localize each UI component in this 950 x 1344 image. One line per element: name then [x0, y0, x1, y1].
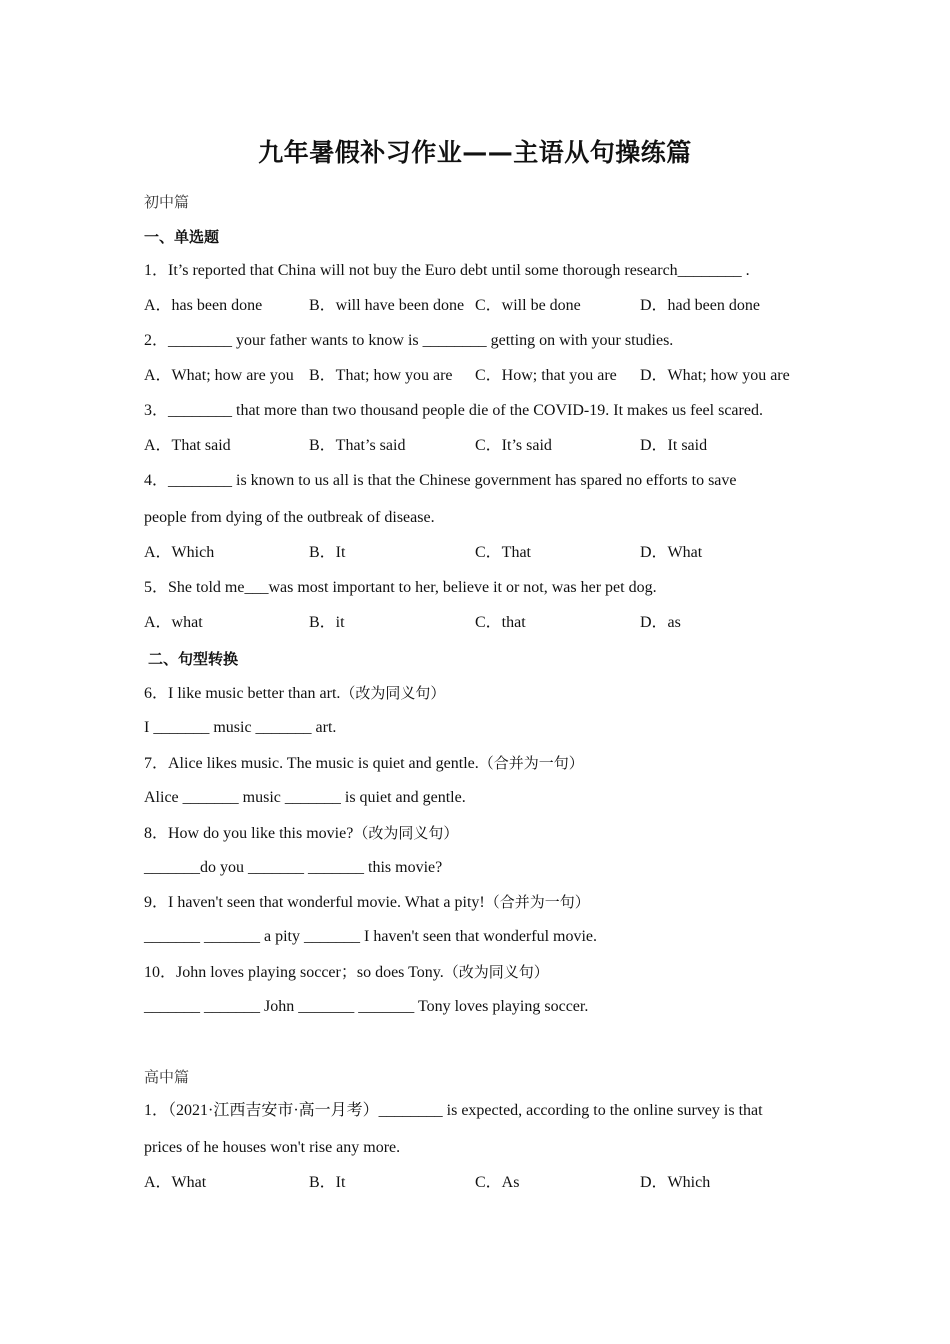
- question-3: 3．________ that more than two thousand people die of the COVID-19. It makes us feel scared.: [144, 402, 763, 419]
- document-title: 九年暑假补习作业——主语从句操练篇: [258, 138, 692, 167]
- option-a: A．What: [144, 1174, 207, 1191]
- question-text: 6．I like music better than art.: [144, 685, 341, 702]
- option-a: A．what: [144, 614, 203, 631]
- option-d: D．What: [640, 544, 703, 561]
- transform-question-9: [144, 892, 590, 913]
- option-c: C．That: [475, 544, 531, 561]
- question-text: 8．How do you like this movie?: [144, 825, 354, 842]
- option-a: A．That said: [144, 437, 231, 454]
- option-b: B．That; how you are: [309, 367, 453, 384]
- option-c: C．that: [475, 614, 526, 631]
- instruction-note: （改为同义句）: [443, 963, 549, 981]
- option-a: A．has been done: [144, 297, 263, 314]
- option-b: B．it: [309, 614, 345, 631]
- option-c: C．It’s said: [475, 437, 552, 454]
- question-1-options: [144, 296, 824, 316]
- answer-line-7: Alice _______ music _______ is quiet and gentle.: [144, 789, 466, 806]
- answer-line-6: I _______ music _______ art.: [144, 719, 337, 736]
- transform-question-8: [144, 823, 458, 844]
- question-4-options: [144, 543, 824, 563]
- question-1: 1．It’s reported that China will not buy the Euro debt until some thorough research________ .: [144, 262, 750, 279]
- question-4: 4．________ is known to us all is that the Chinese government has spared no efforts to save: [144, 472, 737, 489]
- answer-line-10: _______ _______ John _______ _______ Tony loves playing soccer.: [144, 998, 589, 1015]
- question-2: 2．________ your father wants to know is ________ getting on with your studies.: [144, 332, 674, 349]
- transform-question-10: [144, 962, 549, 983]
- section-heading-multiple-choice: 一、单选题: [144, 228, 220, 246]
- answer-line-8: _______do you _______ _______ this movie?: [144, 859, 443, 876]
- question-4-continued: people from dying of the outbreak of disease.: [144, 509, 435, 526]
- instruction-note: （改为同义句）: [340, 684, 446, 702]
- question-2-options: [144, 366, 824, 386]
- senior-section-label: 高中篇: [144, 1068, 190, 1086]
- question-text: 7．Alice likes music. The music is quiet and gentle.: [144, 755, 479, 772]
- option-b: B．That’s said: [309, 437, 406, 454]
- option-d: D．had been done: [640, 297, 760, 314]
- option-b: B．It: [309, 1174, 346, 1191]
- option-d: D．What; how you are: [640, 367, 790, 384]
- instruction-note: （合并为一句）: [484, 893, 590, 911]
- option-c: C．will be done: [475, 297, 581, 314]
- senior-question-1-continued: prices of he houses won't rise any more.: [144, 1139, 401, 1156]
- question-5-options: [144, 613, 824, 633]
- option-c: C．How; that you are: [475, 367, 617, 384]
- question-text: 9．I haven't seen that wonderful movie. What a pity!: [144, 894, 485, 911]
- option-d: D．as: [640, 614, 681, 631]
- option-a: A．What; how are you: [144, 367, 294, 384]
- transform-question-7: [144, 753, 584, 774]
- instruction-note: （合并为一句）: [478, 754, 584, 772]
- option-b: B．will have been done: [309, 297, 465, 314]
- option-c: C．As: [475, 1174, 520, 1191]
- option-d: D．It said: [640, 437, 708, 454]
- option-d: D．Which: [640, 1174, 711, 1191]
- junior-section-label: 初中篇: [144, 193, 190, 211]
- question-5: 5．She told me___was most important to her, believe it or not, was her pet dog.: [144, 579, 657, 596]
- transform-question-6: [144, 683, 445, 704]
- option-a: A．Which: [144, 544, 215, 561]
- answer-line-9: _______ _______ a pity _______ I haven't seen that wonderful movie.: [144, 928, 598, 945]
- option-b: B．It: [309, 544, 346, 561]
- instruction-note: （改为同义句）: [353, 824, 459, 842]
- senior-question-1-options: [144, 1173, 824, 1193]
- question-3-options: [144, 436, 824, 456]
- senior-question-1: 1．（2021·江西吉安市·高一月考）________ is expected, according to the online survey is that: [144, 1102, 763, 1119]
- question-text: 10．John loves playing soccer；so does Tony.: [144, 964, 444, 981]
- section-heading-sentence-transform: 二、句型转换: [148, 650, 239, 668]
